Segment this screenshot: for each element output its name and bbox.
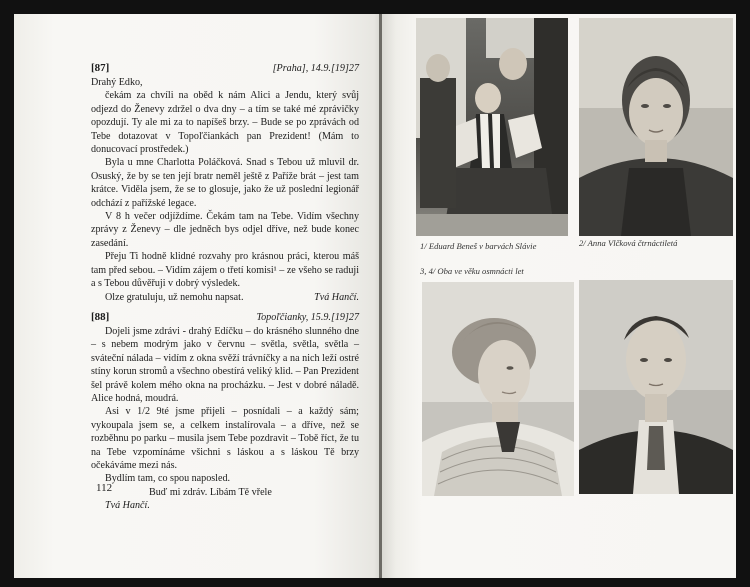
letter-paragraph: V 8 h večer odjíždíme. Čekám tam na Tebe. Vidím všechny zprávy z Ženevy – dle jedněch bys odjel dříve, než bude konec zasedání. <box>91 211 359 249</box>
letter-88 <box>91 311 359 513</box>
left-page <box>14 14 380 578</box>
letter-dateline: Topoľčianky, 15.9.[19]27 <box>256 312 359 323</box>
letter-number: [88] <box>91 311 110 323</box>
letter-salutation: Drahý Edko, <box>91 77 143 88</box>
photo-image <box>416 18 568 236</box>
letter-paragraph: čekám za chvíli na oběd k nám Alici a Jendu, který svůj odjezd do Ženevy zdržel o dva dny – a tím se také mé zprávičky opozdují. Ty ale mi za to napíšeš brzy. – Bude se po zprávách od Tebe dotazovat v Topoľčiankách pan Prezident! (Mám to donucovací prostředek.) <box>91 90 359 156</box>
letter-closing <box>91 291 359 304</box>
letter-paragraph: Asi v 1/2 9té jsme přijeli – posnídali – a každý sám; vykoupala jsem se, a celkem instalírovala – a dříve, než se rozběhnu po parku – musila jsem Tebe pozdravit – Tobě říct, že tu na Tebe vzpomínáme všichni s láskou a s láskou Tě brzy očekáváme mezi nás. <box>91 406 359 472</box>
book-spread <box>14 14 736 578</box>
letter-87 <box>91 62 359 304</box>
photo-image <box>422 282 574 496</box>
photo-image <box>579 280 733 494</box>
caption-photo-1: 1/ Eduard Beneš v barvách Slávie <box>420 241 537 251</box>
letter-paragraph: Byla u mne Charlotta Poláčková. Snad s Tebou už mluvil dr. Osuský, že by se ten její bratr neměl ještě z Paříže brát – jest tam krátce. Viděla jsem, že se to glosuje, jako že už poslední legionář odchází z pařížské legace. <box>91 157 359 209</box>
photo-edvard-eighteen <box>579 280 733 494</box>
right-page <box>382 14 736 578</box>
letter-number: [87] <box>91 62 110 74</box>
letter-paragraph: Dojeli jsme zdrávi - drahý Edíčku – do krásného slunného dne – s nebem modrým jako v červnu – světla, světla, světla – sváteční nálada – vidím z okna svěží trávníčky a na nich leží ostré stíny korun stromů a všechno obestírá veliký klid. – Pan Prezident šel právě kolem mého okna na procházku. – Jest v dobré náladě. Alice hodná, moudrá. <box>91 326 359 405</box>
caption-photos-3-4: 3, 4/ Oba ve věku osmnácti let <box>420 266 524 276</box>
letter-signature: Tvá Hančí. <box>105 500 150 512</box>
letter-header <box>91 311 359 325</box>
letter-paragraph: Přeju Ti hodně klidné rozvahy pro krásnou práci, kterou máš tam před sebou. – Vidím zájem o třetí komisi¹ – ze všeho se raduji a s Tebou důvěřuji v dobrý výsledek. <box>91 251 359 290</box>
letter-header <box>91 62 359 76</box>
letter-postscript: Olze gratuluju, už nemohu napsat. <box>105 291 244 303</box>
letter-signature: Tvá Hančí. <box>314 291 359 303</box>
photo-anna-vlckova <box>579 18 733 236</box>
caption-photo-2: 2/ Anna Vlčková čtrnáctiletá <box>579 238 678 248</box>
letter-closing-line: Buď mi zdráv. Líbám Tě vřele <box>149 486 272 498</box>
page-number: 112 <box>96 482 113 494</box>
letter-paragraph: Bydlím tam, co spou naposled. <box>105 473 231 485</box>
letter-dateline: [Praha], 14.9.[19]27 <box>272 63 359 74</box>
photo-anna-eighteen <box>422 282 574 496</box>
photo-benes-slavie <box>416 18 568 236</box>
photo-image <box>579 18 733 236</box>
